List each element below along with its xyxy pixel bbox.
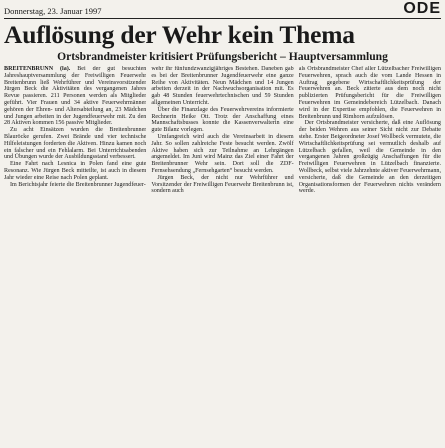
- masthead: [4, 0, 441, 19]
- article-paragraph: BREITENBRUNN (la). Bei der gut besuchten Jahreshauptversammlung der Freiwilligen Feuerwehr Breitenbrunn ließ Wehrführer und Vereinsvorsitzender Jürgen Beck die Aktivitäten des vergangenen Jahres Revue passieren. 211 Personen werden als Mitglieder geführt. Vier Frauen und 34 aktive Feuerwehrmänner gehören der Ehren- und Altersabteilung an, 23 Mädchen und Jungen arbeiten in der Jugendfeuerwehr mit. Zu den 28 Aktiven kommen 156 passive Mitglieder.: [4, 66, 147, 127]
- article-headline: Auflösung der Wehr kein Thema: [4, 20, 355, 49]
- article-paragraph: Über die Finanzlage des Feuerwehrvereins informierte Rechnerin Heike Ott. Trotz der Anschaffung eines Mannschaftsbusses konnte die Kassenverwalterin eine gute Bilanz vorlegen.: [151, 106, 294, 134]
- article-paragraph: wehr ihr fünfundzwanzigjähriges Bestehen. Daneben gab es bei der Breitenbrunner Jugendfeuerwehr eine ganze Reihe von Aktivitäten. Neun Mädchen und 14 Jungen arbeiten derzeit in der Nachwuchsorganisation mit. Es gab 48 Stunden feuerwehrtechnischen und 59 Stunden allgemeinen Unterricht.: [151, 66, 294, 106]
- article-paragraph: Umfangreich wird auch die Vereinsarbeit in diesem Jahr. So sollen zahlreiche Feste besucht werden. Zwölf Aktive haben sich zur Teilnahme an Lehrgängen angemeldet. Im Juni wird Mainz das Ziel einer Fahrt der Breitenbrunner Wehr sein. Dort soll die ZDF-Fernsehsendung „Fernsehgarten“ besucht werden.: [151, 133, 294, 174]
- article-body: [4, 66, 441, 448]
- article-paragraph: Jürgen Beck, der nicht nur Wehrführer und Vorsitzender der Freiwilligen Feuerwehr Breitenbrunn ist, sondern auch: [151, 174, 294, 195]
- article-dateline: BREITENBRUNN (la).: [4, 66, 71, 72]
- issue-date: Donnerstag, 23. Januar 1997: [4, 6, 102, 16]
- newspaper-name: ODE: [403, 0, 441, 17]
- article-column-3: [299, 66, 441, 448]
- article-column-1: [4, 66, 146, 448]
- article-paragraph: als Ortsbrandmeister Chef aller Lützelbacher Freiwilligen Feuerwehren, sprach auch die vom Lande Hessen in Auftrag gegebene Wirtschaftlichkeitsprüfung der Feuerwehren an. Beck zitierte aus dem noch nicht publizierten Prüfungsbericht für die Freiwilligen Feuerwehren im Gemeindebereich Lützelbach. Danach wird in der Expertise empfohlen, die Feuerwehren in Breitenbrunn und Rimhorn aufzulösen.: [298, 66, 441, 120]
- article-column-2: [151, 66, 293, 448]
- article-paragraph: Zu acht Einsätzen wurden die Breitenbrunner Blauröcke gerufen. Zwei Brände und vier technische Hilfeleistungen forderten die Aktiven. Hinzu kamen noch ein falscher und ein Fehlalarm. Bei Unterrichtsabenden und Übungen wurde der Ausbildungsstand verbessert.: [4, 127, 147, 161]
- article-paragraph: Im Berichtsjahr feierte die Breitenbrunner Jugendfeuer-: [10, 181, 146, 188]
- article-subheadline: Ortsbrandmeister kritisiert Prüfungsbericht – Hauptversammlung: [57, 50, 388, 63]
- article-paragraph: Der Ortsbrandmeister versicherte, daß eine Auflösung der beiden Wehren aus seiner Sicht nicht zur Debatte stehe. Erster Beigeordneter Josef Wollbeck vermutete, die Wirtschaftlichkeitsprüfung sei vermutlich deshalb auf Lützelbach gefallen, weil die Gemeinde in den vergangenen Jahren großzügig Anschaffungen für die Freiwilligen Feuerwehren in Lützelbach finanzierte. Wollbeck, selbst viele Jahrzehnte aktiver Feuerwehrmann, versicherte, daß die Gemeinde an den derzeitigen Organisationsformen der Feuerwehren nichts verändern werde.: [298, 120, 441, 195]
- article-paragraph: Eine Fahrt nach Lesnica in Polen fand eine gute Resonanz. Wie Jürgen Beck mitteilte, ist auch in diesem Jahr wieder eine Reise nach Polen geplant.: [4, 161, 147, 181]
